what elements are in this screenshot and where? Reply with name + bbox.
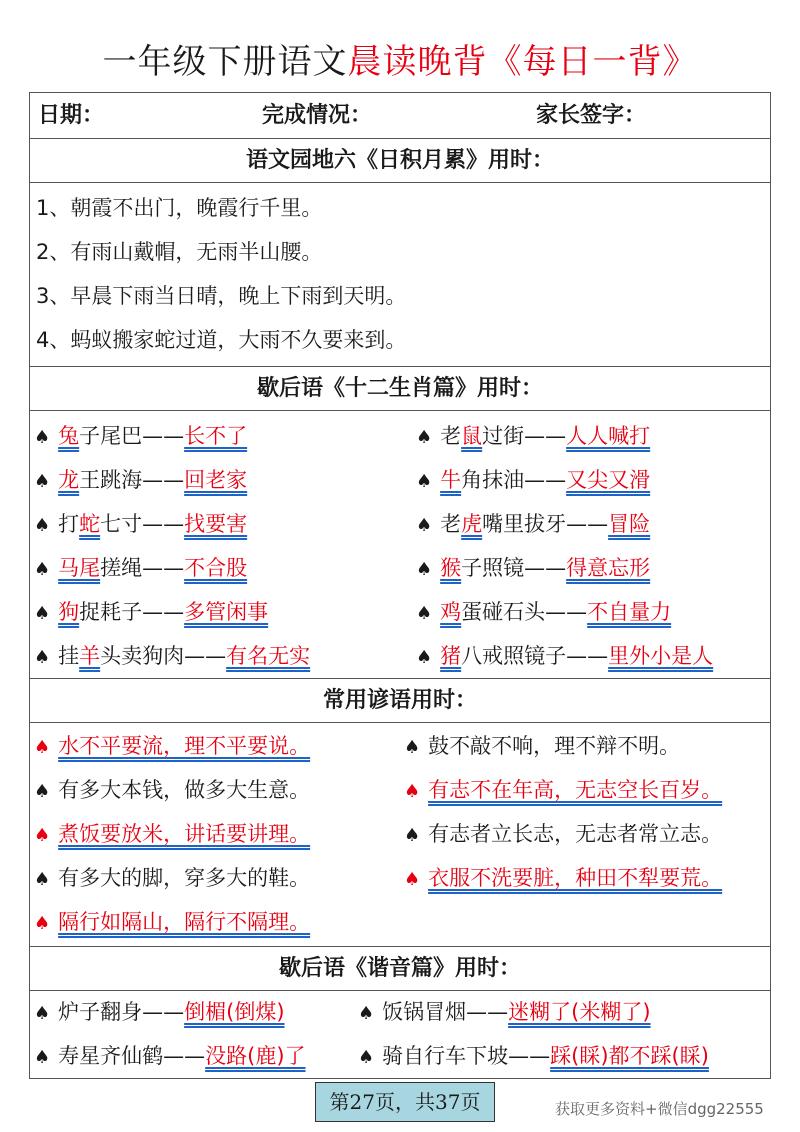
spade-icon: ♠ [34, 825, 51, 846]
date-label: 日期： [38, 103, 105, 128]
section4-body [30, 991, 770, 1077]
spade-icon: ♠ [358, 1047, 375, 1068]
homophone-item-1: ♠ 炉子翻身——倒楣(倒煤) [34, 1000, 285, 1024]
proverb-1: ♠ 水不平要流，理不平要说。 [34, 734, 311, 758]
sign-label: 家长签字： [536, 103, 647, 128]
spade-icon: ♠ [404, 825, 421, 846]
spade-icon: ♠ [404, 869, 421, 890]
s1-line-3: 3、早晨下雨当日晴，晚上下雨到天明。 [36, 284, 407, 308]
spade-icon: ♠ [34, 869, 51, 890]
spade-icon: ♠ [34, 1003, 51, 1024]
title-black: 一年级下册语文 [102, 42, 348, 82]
spade-icon: ♠ [34, 427, 51, 448]
section3-header: 常用谚语用时： [30, 679, 770, 723]
xhy-item-10: ♠ 鸡蛋碰石头——不自量力 [416, 600, 672, 624]
spade-icon: ♠ [416, 427, 433, 448]
xhy-item-5: ♠ 打蛇七寸——找要害 [34, 512, 248, 536]
status-label: 完成情况： [262, 103, 373, 128]
xhy-item-8: ♠ 猴子照镜——得意忘形 [416, 556, 651, 580]
spade-icon: ♠ [416, 471, 433, 492]
spade-icon: ♠ [358, 1003, 375, 1024]
spade-icon: ♠ [34, 603, 51, 624]
spade-icon: ♠ [34, 471, 51, 492]
worksheet-table [29, 92, 771, 1079]
homophone-item-3: ♠ 寿星齐仙鹤——没路(鹿)了 [34, 1044, 306, 1068]
section2-header: 歇后语《十二生肖篇》用时： [30, 367, 770, 411]
s1-line-4: 4、蚂蚁搬家蛇过道，大雨不久要来到。 [36, 328, 407, 352]
section4-header: 歇后语《谐音篇》用时： [30, 947, 770, 991]
section1-header: 语文园地六《日积月累》用时： [30, 139, 770, 183]
spade-icon: ♠ [416, 647, 433, 668]
spade-icon: ♠ [416, 559, 433, 580]
proverb-5: ♠ 煮饭要放米，讲话要讲理。 [34, 822, 311, 846]
spade-icon: ♠ [34, 737, 51, 758]
watermark: 获取更多资料+微信dgg22555 [555, 1100, 764, 1118]
proverb-3: ♠ 有多大本钱，做多大生意。 [34, 778, 311, 802]
proverb-6: ♠ 有志者立长志，无志者常立志。 [404, 822, 723, 846]
homophone-item-4: ♠ 骑自行车下坡——踩(睬)都不踩(睬) [358, 1044, 709, 1068]
xhy-item-12: ♠ 猪八戒照镜子——里外小是人 [416, 644, 714, 668]
spade-icon: ♠ [34, 1047, 51, 1068]
section3-body [30, 723, 770, 947]
proverb-8: ♠ 衣服不洗要脏，种田不犁要荒。 [404, 866, 723, 890]
spade-icon: ♠ [404, 737, 421, 758]
page-number-badge: 第27页，共37页 [315, 1082, 495, 1122]
xhy-item-9: ♠ 狗捉耗子——多管闲事 [34, 600, 269, 624]
xhy-item-2: ♠ 老鼠过街——人人喊打 [416, 424, 651, 448]
xhy-item-6: ♠ 老虎嘴里拔牙——冒险 [416, 512, 651, 536]
s1-line-1: 1、朝霞不出门，晚霞行千里。 [36, 196, 323, 220]
section1-body [30, 183, 770, 367]
spade-icon: ♠ [404, 781, 421, 802]
xhy-item-7: ♠ 马尾搓绳——不合股 [34, 556, 248, 580]
spade-icon: ♠ [34, 913, 51, 934]
proverb-7: ♠ 有多大的脚，穿多大的鞋。 [34, 866, 311, 890]
homophone-item-2: ♠ 饭锅冒烟——迷糊了(米糊了) [358, 1000, 651, 1024]
proverb-9: ♠ 隔行如隔山，隔行不隔理。 [34, 910, 311, 934]
page-title [0, 40, 800, 84]
xhy-item-4: ♠ 牛角抹油——又尖又滑 [416, 468, 651, 492]
spade-icon: ♠ [416, 515, 433, 536]
info-row [30, 93, 770, 139]
xhy-item-1: ♠ 兔子尾巴——长不了 [34, 424, 248, 448]
spade-icon: ♠ [34, 781, 51, 802]
spade-icon: ♠ [416, 603, 433, 624]
proverb-2: ♠ 鼓不敲不响，理不辩不明。 [404, 734, 681, 758]
title-red: 晨读晚背《每日一背》 [347, 42, 698, 82]
proverb-4: ♠ 有志不在年高，无志空长百岁。 [404, 778, 723, 802]
section2-body [30, 411, 770, 679]
s1-line-2: 2、有雨山戴帽，无雨半山腰。 [36, 240, 323, 264]
spade-icon: ♠ [34, 559, 51, 580]
xhy-item-11: ♠ 挂羊头卖狗肉——有名无实 [34, 644, 311, 668]
xhy-item-3: ♠ 龙王跳海——回老家 [34, 468, 248, 492]
spade-icon: ♠ [34, 515, 51, 536]
spade-icon: ♠ [34, 647, 51, 668]
